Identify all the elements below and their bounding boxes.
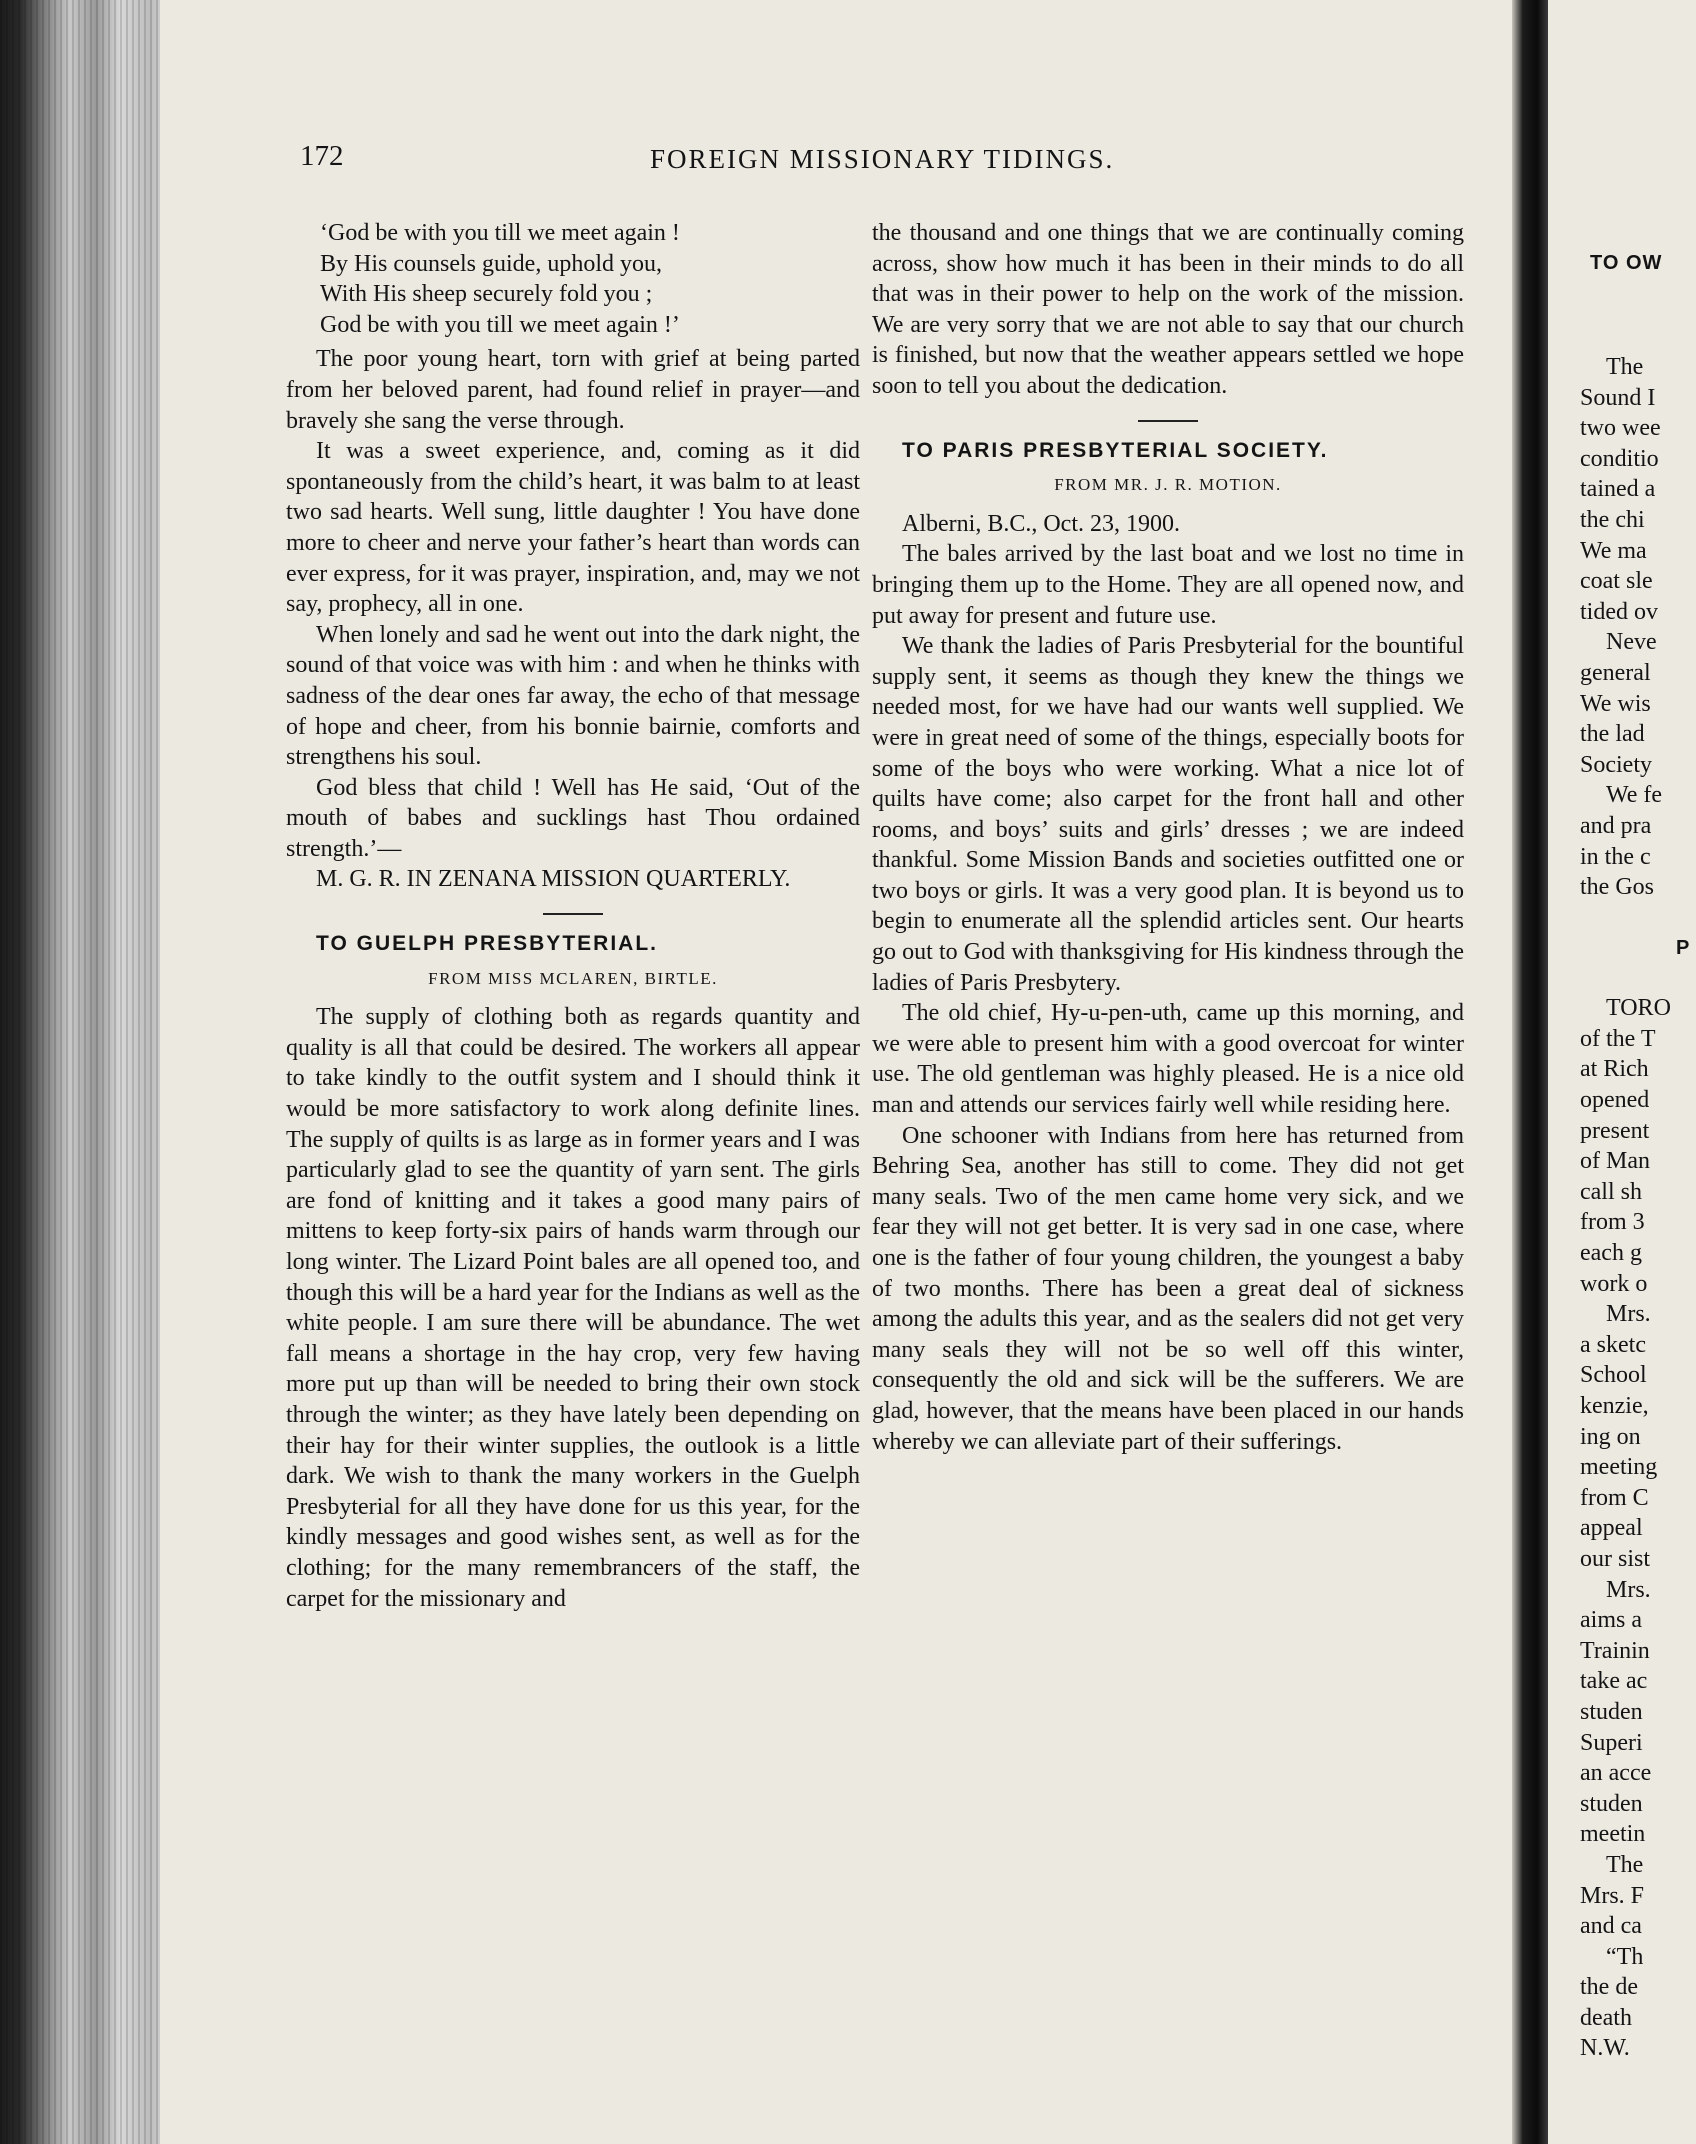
- text-fragment: P: [1676, 936, 1690, 959]
- text-fragment: coat sle: [1580, 568, 1653, 595]
- text-fragment: an acce: [1580, 1760, 1652, 1787]
- text-fragment: N.W.: [1580, 2035, 1630, 2062]
- page-edges: [0, 0, 175, 2144]
- section-divider: [543, 913, 603, 915]
- text-fragment: We fe: [1606, 782, 1663, 809]
- text-fragment: Society: [1580, 751, 1652, 778]
- text-fragment: of Man: [1580, 1148, 1650, 1175]
- paragraph: God bless that child ! Well has He said, ‘Out of the mouth of babes and sucklings hast Thou ordained strength.’—: [286, 774, 860, 862]
- text-fragment: a sketc: [1580, 1331, 1646, 1358]
- text-fragment: School: [1580, 1362, 1647, 1389]
- text-fragment: aims a: [1580, 1607, 1642, 1634]
- dateline: Alberni, B.C., Oct. 23, 1900.: [902, 510, 1180, 537]
- text-fragment: studen: [1580, 1790, 1643, 1817]
- text-fragment: from C: [1580, 1484, 1649, 1511]
- text-fragment: in the c: [1580, 843, 1651, 870]
- text-fragment: death: [1580, 2004, 1632, 2031]
- text-fragment: Superi: [1580, 1729, 1643, 1756]
- paragraph: It was a sweet experience, and, coming as it did spontaneously from the child’s heart, it was balm to at least two sad hearts. Well sung, little daughter ! You have done more to cheer and nerve your father’s heart than words can ever express, for it was prayer, inspiration, and, may we not say, prophecy, all in one.: [286, 438, 860, 618]
- text-fragment: of the T: [1580, 1025, 1656, 1052]
- section-byline: FROM MISS MCLAREN, BIRTLE.: [428, 968, 718, 988]
- paragraph: The supply of clothing both as regards quantity and quality is all that could be desired. The workers all appear to take kindly to the outfit system and I should think it would be more satisfactory to work along definite lines. The supply of quilts is as large as in former years and I was particularly glad to see the quantity of yarn sent. The girls are fond of knitting and it takes a good many pairs of mittens to keep forty-six pairs of hands warm through our long winter. The Lizard Point bales are all opened too, and though this will be a hard year for the Indians as well as the white people. I am sure there will be abundance. The wet fall means a shortage in the hay crop, very few having more put up than will be needed to bring their own stock through the winter; as they have lately been depending on their hay for their winter supplies, the outlook is a little dark. We wish to thank the many workers in the Guelph Presbyterial for all they have done for us this year, for the kindly messages and good wishes sent, as well as for the clothing; for the many remembrancers of the staff, the carpet for the missionary and: [286, 1004, 860, 1612]
- page-number: 172: [300, 140, 344, 172]
- text-fragment: Mrs.: [1606, 1301, 1651, 1328]
- text-fragment: The: [1606, 1851, 1644, 1878]
- text-fragment: kenzie,: [1580, 1393, 1649, 1419]
- page-header: [300, 140, 1480, 184]
- text-fragment: the de: [1580, 1974, 1638, 2001]
- verse-line: With His sheep securely fold you ;: [320, 281, 653, 308]
- section-byline: FROM MR. J. R. MOTION.: [1054, 475, 1282, 495]
- text-fragment: Neve: [1606, 629, 1657, 656]
- text-fragment: The: [1606, 354, 1644, 380]
- text-fragment: and pra: [1580, 812, 1652, 839]
- right-page-text: [1580, 352, 1696, 2064]
- section-divider: [1138, 420, 1198, 422]
- section-title-paris: TO PARIS PRESBYTERIAL SOCIETY.: [902, 438, 1329, 462]
- text-fragment: take ac: [1580, 1668, 1648, 1695]
- text-fragment: Mrs.: [1606, 1576, 1651, 1603]
- text-fragment: present: [1580, 1117, 1650, 1144]
- text-fragment: and ca: [1580, 1913, 1642, 1940]
- text-fragment: call sh: [1580, 1178, 1642, 1205]
- paragraph: One schooner with Indians from here has returned from Behring Sea, another has still to come. They did not get many seals. Two of the men came home very sick, and we fear they will not get better. It is very sad in one case, where one is the father of four young children, the youngest a baby of two months. There has been a great deal of sickness among the adults this year, and as the sealers did not get very many seals they will not be so well off this winter, consequently the old and sick will be the sufferers. We are glad, however, that the means have been placed in our hands whereby we can alleviate part of their sufferings.: [872, 1122, 1464, 1455]
- paragraph: The old chief, Hy-u-pen-uth, came up this morning, and we were able to present him with a good overcoat for winter use. The old gentleman was highly pleased. He is a nice old man and attends our services fairly well while residing here.: [872, 1000, 1464, 1119]
- paragraph-continuation: the thousand and one things that we are continually coming across, show how much it has been in their minds to do all that was in their power to help on the work of the mission. We are very sorry that we are not able to say that our church is finished, but now that the weather appears settled we hope soon to tell you about the dedication.: [872, 220, 1464, 399]
- text-fragment: Mrs. F: [1580, 1882, 1645, 1909]
- right-page-heading: TO OW: [1590, 252, 1663, 274]
- text-fragment: “Th: [1606, 1943, 1644, 1970]
- verse-line: God be with you till we meet again !’: [320, 311, 680, 338]
- text-fragment: ing on: [1580, 1423, 1641, 1450]
- right-page: [1548, 0, 1696, 2144]
- paragraph: The bales arrived by the last boat and we lost no time in bringing them up to the Home. They are all opened now, and put away for present and future use.: [872, 541, 1464, 629]
- paragraph: When lonely and sad he went out into the dark night, the sound of that voice was with him : and when he thinks with sadness of the dear ones far away, the echo of that message of hope and cheer, from his bonnie bairnie, comforts and strengthens his soul.: [286, 621, 860, 771]
- attribution: M. G. R. IN ZENANA MISSION QUARTERLY.: [316, 866, 791, 893]
- verse-line: ‘God be with you till we meet again !: [320, 220, 680, 246]
- running-head: FOREIGN MISSIONARY TIDINGS.: [650, 144, 1115, 174]
- hymn-verse: [320, 218, 860, 340]
- text-fragment: TORO: [1606, 995, 1671, 1022]
- text-fragment: work o: [1580, 1270, 1648, 1297]
- text-fragment: opened: [1580, 1087, 1650, 1114]
- text-fragment: meeting: [1580, 1454, 1658, 1481]
- text-fragment: at Rich: [1580, 1056, 1649, 1083]
- text-fragment: the lad: [1580, 721, 1645, 748]
- text-fragment: Sound I: [1580, 384, 1656, 411]
- left-column: [286, 218, 860, 1614]
- text-fragment: tained a: [1580, 476, 1656, 503]
- line-spacer: [1580, 963, 1696, 993]
- text-fragment: Trainin: [1580, 1637, 1650, 1664]
- text-fragment: the Gos: [1580, 874, 1654, 901]
- middle-column: [872, 218, 1464, 1457]
- text-fragment: two wee: [1580, 415, 1661, 442]
- text-fragment: appeal: [1580, 1515, 1643, 1542]
- text-fragment: each g: [1580, 1240, 1642, 1267]
- text-fragment: tided ov: [1580, 598, 1658, 625]
- text-fragment: our sist: [1580, 1545, 1651, 1572]
- text-fragment: general: [1580, 659, 1651, 686]
- verse-line: By His counsels guide, uphold you,: [320, 250, 662, 277]
- text-fragment: meetin: [1580, 1821, 1646, 1848]
- text-fragment: the chi: [1580, 506, 1645, 533]
- text-fragment: We wis: [1580, 690, 1651, 717]
- text-fragment: from 3: [1580, 1209, 1645, 1236]
- paragraph: We thank the ladies of Paris Presbyterial for the bountiful supply sent, it seems as though they knew the things we needed most, for we have had our wants well supplied. We were in great need of some of the things, especially boots for some of the boys who were working. What a nice lot of quilts have come; also carpet for the front hall and other rooms, and boys’ suits and girls’ dresses ; we are indeed thankful. Some Mission Bands and societies outfitted one or two boys or girls. It was a very good plan. It is beyond us to begin to enumerate all the splendid articles sent. Our hearts go out to God with thanksgiving for His kindness through the ladies of Paris Presbytery.: [872, 633, 1464, 996]
- text-fragment: studen: [1580, 1698, 1643, 1725]
- section-title-guelph: TO GUELPH PRESBYTERIAL.: [316, 932, 658, 956]
- text-fragment: We ma: [1580, 537, 1647, 564]
- text-fragment: conditio: [1580, 445, 1659, 472]
- line-spacer: [1580, 903, 1696, 933]
- paragraph: The poor young heart, torn with grief at being parted from her beloved parent, had found relief in prayer—and bravely she sang the verse through.: [286, 346, 860, 434]
- book-gutter: [1512, 0, 1548, 2144]
